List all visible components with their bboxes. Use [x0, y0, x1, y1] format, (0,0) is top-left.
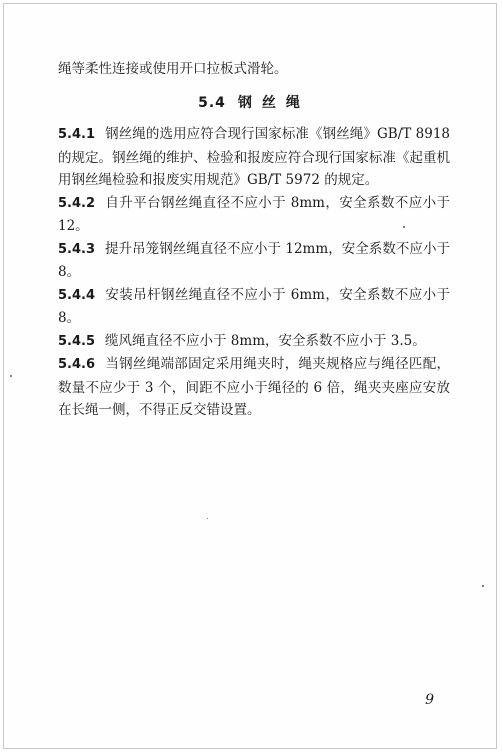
clause-number: 5.4.1: [58, 127, 96, 142]
clause-number: 5.4.3: [58, 241, 96, 257]
clause-number: 5.4.5: [58, 333, 96, 349]
clause-5-4-1: [58, 123, 450, 192]
scan-speck: [10, 375, 12, 377]
clause-5-4-5: [58, 330, 450, 354]
document-body: [58, 58, 450, 422]
scan-speck: [403, 226, 405, 228]
clause-text: 安装吊杆钢丝绳直径不应小于 6mm，安全系数不应小于8。: [58, 286, 450, 326]
scan-speck: [482, 585, 484, 587]
clause-number: 5.4.2: [58, 195, 96, 211]
clause-5-4-3: [58, 238, 450, 284]
section-title: 钢丝绳: [237, 94, 310, 111]
clause-text: 钢丝绳的选用应符合现行国家标准《钢丝绳》GB/T 8918的规定。钢丝绳的维护、检验和报废应符合现行国家标准《起重机用钢丝绳检验和报废实用规范》GB/T 5972 的规定。: [58, 126, 450, 188]
clause-text: 提升吊笼钢丝绳直径不应小于 12mm，安全系数不应小于8。: [58, 240, 450, 280]
clause-text: 当钢丝绳端部固定采用绳夹时，绳夹规格应与绳径匹配，数量不应少于 3 个，间距不应小于绳径的 6 倍，绳夹夹座应安放在长绳一侧，不得正反交错设置。: [58, 356, 450, 418]
clause-number: 5.4.6: [58, 357, 96, 372]
section-heading: [58, 92, 450, 115]
page-number: 9: [425, 692, 434, 708]
clause-text: 缆风绳直径不应小于 8mm，安全系数不应小于 3.5。: [105, 332, 426, 349]
clause-number: 5.4.4: [58, 287, 96, 303]
clause-5-4-4: [58, 284, 450, 330]
clause-5-4-6: [58, 353, 450, 422]
scan-speck: [207, 518, 208, 519]
intro-line: 绳等柔性连接或使用开口拉板式滑轮。: [58, 61, 288, 77]
section-number: 5.4: [198, 94, 226, 111]
clause-text: 自升平台钢丝绳直径不应小于 8mm，安全系数不应小于12。: [58, 194, 450, 234]
clause-5-4-2: [58, 192, 450, 238]
